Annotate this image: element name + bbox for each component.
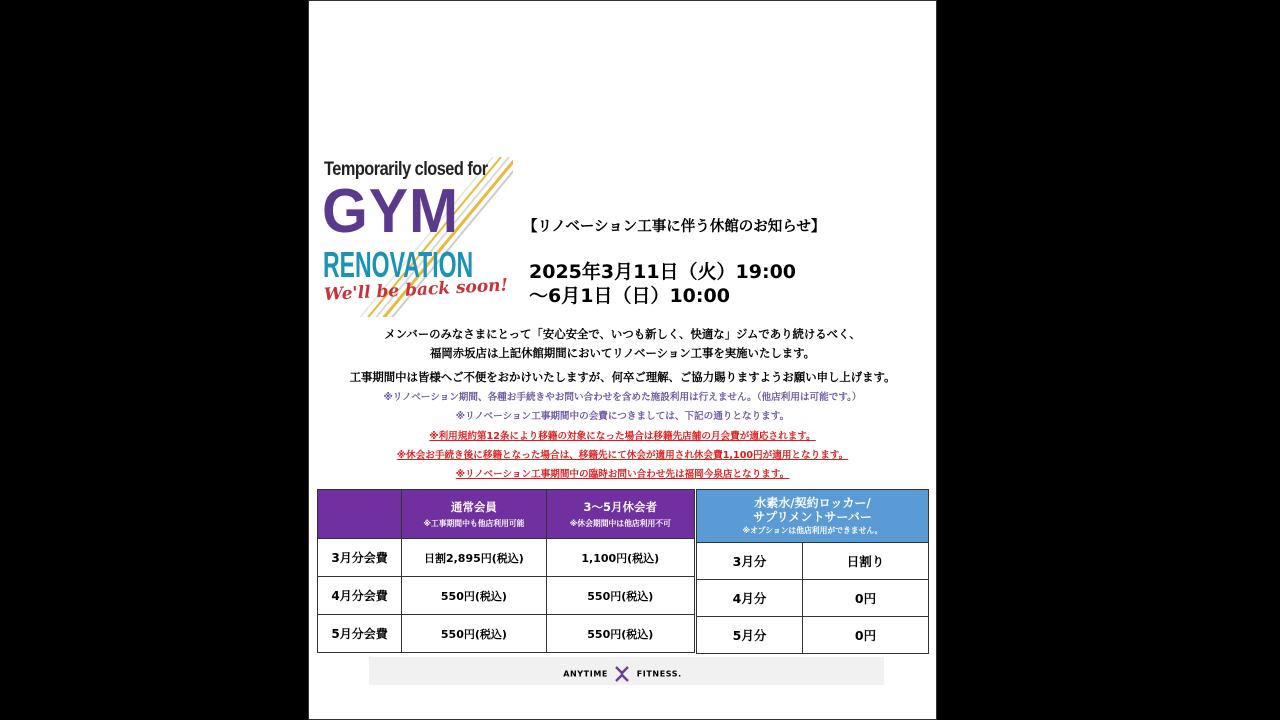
option-row-value: 日割り <box>803 543 929 580</box>
option-row-label: 5月分 <box>697 617 803 654</box>
regular-fee: 550円(税込) <box>402 615 546 653</box>
col-regular-label: 通常会員 <box>450 500 497 514</box>
regular-fee: 550円(税込) <box>402 577 546 615</box>
table-row <box>318 577 695 615</box>
brand-left-text: ANYTIME <box>563 669 608 679</box>
fee-table-header <box>318 490 695 539</box>
table-row <box>318 539 695 577</box>
renovation-logo <box>321 157 513 317</box>
note-contact: ※リノベーション工事期間中の臨時お問い合わせ先は福岡今泉店となります。 <box>455 469 790 480</box>
logo-line-renovation: RENOVATION <box>323 244 474 285</box>
option-row-value: 0円 <box>803 617 929 654</box>
col-suspended-label: 3～5月休会者 <box>583 500 658 514</box>
note-fees: ※リノベーション工事期間中の会費につきましては、下記の通りとなります。 <box>455 411 790 422</box>
suspended-fee: 550円(税込) <box>546 577 694 615</box>
table-row <box>318 615 695 653</box>
suspended-fee: 1,100円(税込) <box>546 539 694 577</box>
regular-fee: 日割2,895円(税込) <box>402 539 546 577</box>
option-row-label: 4月分 <box>697 580 803 617</box>
logo-line-back-soon: We'll be back soon! <box>323 275 509 305</box>
row-label: 4月分会費 <box>318 577 402 615</box>
intro-line-1: メンバーのみなさまにとって「安心安全で、いつも新しく、快適な」ジムであり続けるべく、 <box>384 327 861 341</box>
table-row <box>697 617 929 654</box>
brand-right-text: FITNESS. <box>636 669 682 679</box>
notice-title: 【リノベーション工事に伴う休館のお知らせ】 <box>523 219 826 235</box>
option-row-value: 0円 <box>803 580 929 617</box>
apology-text: 工事期間中は皆様へご不便をおかけいたしますが、何卒ご理解、ご協力賜りますようお願い申し上げます。 <box>349 370 896 384</box>
option-table <box>696 489 929 654</box>
option-header-line-1: 水素水/契約ロッカー/ <box>754 496 871 510</box>
table-row <box>697 543 929 580</box>
intro-line-2: 福岡赤坂店は上記休館期間においてリノベーション工事を実施いたします。 <box>429 346 815 360</box>
fee-table <box>317 489 695 653</box>
suspended-fee: 550円(税込) <box>546 615 694 653</box>
col-suspended-member <box>546 490 694 539</box>
anytime-fitness-logo <box>309 665 936 683</box>
running-man-icon <box>614 665 630 683</box>
logo-line-gym: GYM <box>322 177 460 246</box>
row-label: 5月分会費 <box>318 615 402 653</box>
option-row-label: 3月分 <box>697 543 803 580</box>
option-table-header <box>697 490 929 543</box>
note-transfer-fee: ※利用規約第12条により移籍の対象になった場合は移籍先店舗の月会費が適応されます。 <box>429 431 816 442</box>
table-row <box>697 580 929 617</box>
logo-line-temporarily: Temporarily closed for <box>324 159 488 180</box>
option-header-note: ※オプションは他店利用ができません。 <box>742 526 883 535</box>
option-header-cell <box>697 490 929 543</box>
col-regular-member <box>402 490 546 539</box>
note-facility-use: ※リノベーション期間、各種お手続きやお問い合わせを含めた施設利用は行えません。（他店利用は可能です。） <box>383 392 862 403</box>
fee-table-corner <box>318 490 402 539</box>
col-suspended-note: ※休会期間中は他店利用不可 <box>569 519 671 528</box>
closure-start-date: 2025年3月11日（火）19:00 <box>529 261 797 283</box>
option-header-line-2: サプリメントサーバー <box>753 510 872 524</box>
row-label: 3月分会費 <box>318 539 402 577</box>
note-suspension-fee: ※休会お手続き後に移籍となった場合は、移籍先にて休会が適用され休会費1,100円が適用となります。 <box>396 450 849 461</box>
col-regular-note: ※工事期間中も他店利用可能 <box>423 519 525 528</box>
closure-end-date: ～6月1日（日）10:00 <box>529 285 730 307</box>
notice-page <box>308 0 937 720</box>
